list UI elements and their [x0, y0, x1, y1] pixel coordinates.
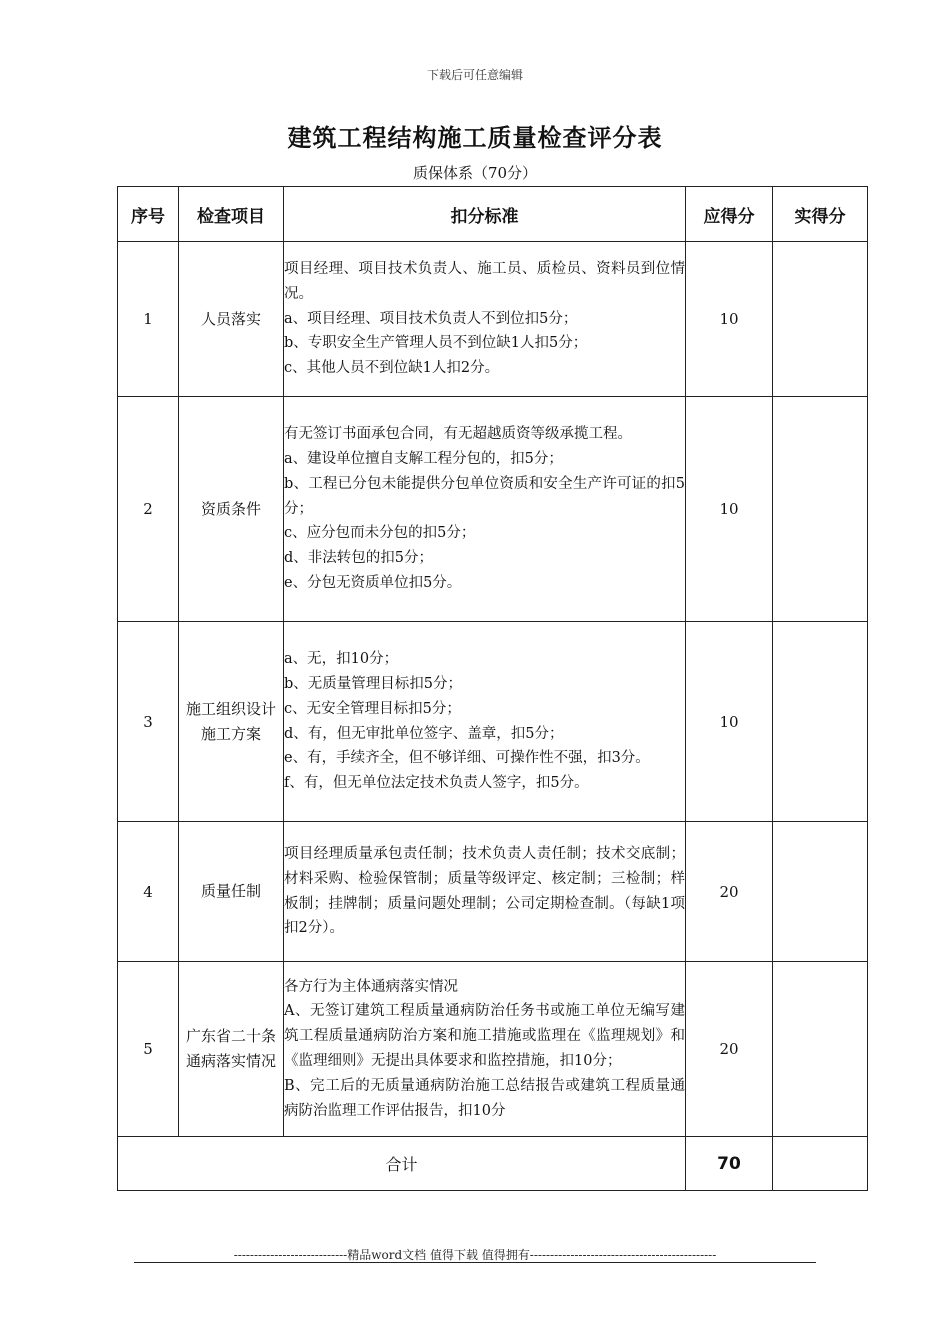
column-header-score: 应得分: [686, 187, 773, 242]
criteria-line: c、无安全管理目标扣5分；: [284, 700, 461, 717]
row-score: 10: [686, 242, 773, 397]
row-criteria: [284, 397, 686, 622]
criteria-line: e、有，手续齐全，但不够详细、可操作性不强，扣3分。: [284, 750, 650, 767]
column-header-no: 序号: [118, 187, 179, 242]
criteria-line: b、工程已分包未能提供分包单位资质和安全生产许可证的扣5 分；: [284, 475, 685, 517]
table-row: [118, 242, 868, 397]
criteria-line: c、应分包而未分包的扣5分；: [284, 525, 476, 542]
criteria-line: A、无签订建筑工程质量通病防治任务书或施工单位无编写建筑工程质量通病防治方案和施工措施或监理在《监理规划》和《监理细则》无提出具体要求和监控措施，扣10分；: [284, 1003, 685, 1069]
criteria-line: b、无质量管理目标扣5分；: [284, 675, 463, 692]
row-score: 10: [686, 397, 773, 622]
row-actual[interactable]: [773, 242, 868, 397]
footer-divider: [134, 1262, 816, 1263]
total-label: 合计: [118, 1137, 686, 1191]
criteria-line: a、项目经理、项目技术负责人不到位扣5分；: [284, 310, 578, 327]
criteria-line: d、有，但无审批单位签字、盖章，扣5分；: [284, 725, 564, 742]
row-criteria: [284, 822, 686, 962]
row-criteria: [284, 242, 686, 397]
table-row: [118, 962, 868, 1137]
header-note: 下载后可任意编辑: [426, 68, 523, 82]
row-item: 质量任制: [179, 822, 284, 962]
criteria-line: 项目经理、项目技术负责人、施工员、质检员、资料员到位情况。: [284, 261, 685, 302]
criteria-line: 有无签订书面承包合同，有无超越质资等级承揽工程。: [284, 426, 632, 443]
page-title: 建筑工程结构施工质量检查评分表: [287, 123, 663, 152]
row-actual[interactable]: [773, 397, 868, 622]
row-criteria: [284, 962, 686, 1137]
row-actual[interactable]: [773, 962, 868, 1137]
row-no: 2: [118, 397, 179, 622]
total-row: [118, 1137, 868, 1191]
row-score: 20: [686, 822, 773, 962]
criteria-line: e、分包无资质单位扣5分。: [284, 574, 462, 591]
row-criteria: [284, 622, 686, 822]
criteria-line: 各方行为主体通病落实情况: [284, 978, 458, 995]
page-subtitle: 质保体系（70分）: [412, 164, 538, 182]
criteria-line: b、专职安全生产管理人员不到位缺1人扣5分；: [284, 335, 588, 352]
total-actual[interactable]: [773, 1137, 868, 1191]
row-score: 10: [686, 622, 773, 822]
column-header-criteria: 扣分标准: [284, 187, 686, 242]
criteria-line: d、非法转包的扣5分；: [284, 550, 434, 567]
criteria-line: a、建设单位擅自支解工程分包的，扣5分；: [284, 451, 563, 467]
row-score: 20: [686, 962, 773, 1137]
row-actual[interactable]: [773, 822, 868, 962]
criteria-line: f、有，但无单位法定技术负责人签字，扣5分。: [284, 775, 589, 792]
criteria-line: a、无，扣10分；: [284, 651, 399, 668]
row-no: 3: [118, 622, 179, 822]
total-score: 70: [686, 1137, 773, 1191]
row-no: 1: [118, 242, 179, 397]
criteria-line: 项目经理质量承包责任制；技术负责人责任制；技术交底制；材料采购、检验保管制；质量等级评定、核定制；三检制；样板制；挂牌制；质量问题处理制；公司定期检查制。（每缺1项扣2分）。: [284, 845, 685, 937]
row-item: 施工组织设计施工方案: [179, 622, 284, 822]
criteria-line: B、完工后的无质量通病防治施工总结报告或建筑工程质量通病防治监理工作评估报告，扣10分: [284, 1077, 685, 1119]
row-no: 5: [118, 962, 179, 1137]
table-header-row: [118, 187, 868, 242]
row-item: 人员落实: [179, 242, 284, 397]
table-row: [118, 397, 868, 622]
row-actual[interactable]: [773, 622, 868, 822]
row-no: 4: [118, 822, 179, 962]
table-row: [118, 622, 868, 822]
footer-note: ----------------------------精品word文档 值得下载 值得拥有----------------------------------------------: [233, 1248, 717, 1262]
score-table: [117, 186, 868, 1191]
row-item: 广东省二十条通病落实情况: [179, 962, 284, 1137]
column-header-item: 检查项目: [179, 187, 284, 242]
table-row: [118, 822, 868, 962]
row-item: 资质条件: [179, 397, 284, 622]
criteria-line: c、其他人员不到位缺1人扣2分。: [284, 360, 500, 377]
column-header-actual: 实得分: [773, 187, 868, 242]
